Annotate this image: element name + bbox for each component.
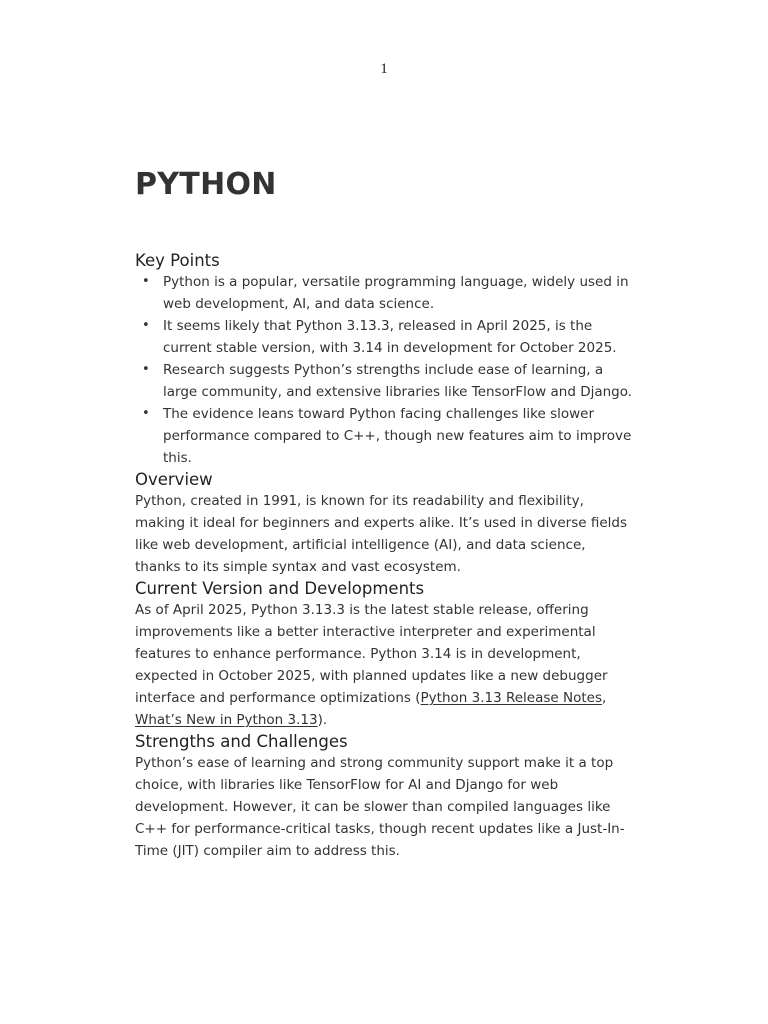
link-separator: ,: [602, 690, 607, 706]
list-item-text: The evidence leans toward Python facing challenges like slower performance compared to C++, though new features aim to improve this.: [163, 406, 632, 466]
list-item-text: Research suggests Python’s strengths include ease of learning, a large community, and extensive libraries like TensorFlow and Django.: [163, 362, 633, 400]
current-version-paragraph: [135, 599, 635, 731]
list-item: [135, 315, 635, 359]
current-version-heading: Current Version and Developments: [135, 579, 425, 598]
overview-paragraph: Python, created in 1991, is known for its readability and flexibility, making it ideal for beginners and experts alike. It’s used in diverse fields like web development, artificial intelligence (AI), and data science, thanks to its simple syntax and vast ecosystem.: [135, 493, 628, 575]
list-item: [135, 271, 635, 315]
key-points-heading: Key Points: [135, 251, 220, 270]
bullet-icon: •: [142, 362, 150, 377]
whats-new-link[interactable]: What’s New in Python 3.13: [135, 712, 318, 728]
bullet-icon: •: [142, 406, 150, 421]
list-item-text: Python is a popular, versatile programming language, widely used in web development, AI, and data science.: [163, 274, 629, 312]
key-points-list: [135, 271, 635, 469]
page-number: 1: [380, 61, 388, 77]
bullet-icon: •: [142, 274, 150, 289]
strengths-heading: Strengths and Challenges: [135, 732, 348, 751]
list-item: [135, 359, 635, 403]
document-body: [135, 166, 635, 862]
list-item-text: It seems likely that Python 3.13.3, released in April 2025, is the current stable version, with 3.14 in development for October 2025.: [163, 318, 617, 356]
closing-punctuation: ).: [317, 712, 328, 728]
list-item: [135, 403, 635, 469]
bullet-icon: •: [142, 318, 150, 333]
overview-heading: Overview: [135, 470, 213, 489]
document-title: PYTHON: [135, 167, 277, 202]
strengths-paragraph: Python’s ease of learning and strong community support make it a top choice, with libraries like TensorFlow for AI and Django for web development. However, it can be slower than compiled languages like C++ for performance-critical tasks, though recent updates like a Just-In-Time (JIT) compiler aim to address this.: [135, 755, 625, 859]
release-notes-link[interactable]: Python 3.13 Release Notes: [420, 690, 602, 706]
current-version-text: As of April 2025, Python 3.13.3 is the latest stable release, offering improvements like a better interactive interpreter and experimental features to enhance performance. Python 3.14 is in development, expected in October 2025, with planned updates like a new debugger interface and performance optimizations (: [135, 602, 608, 706]
